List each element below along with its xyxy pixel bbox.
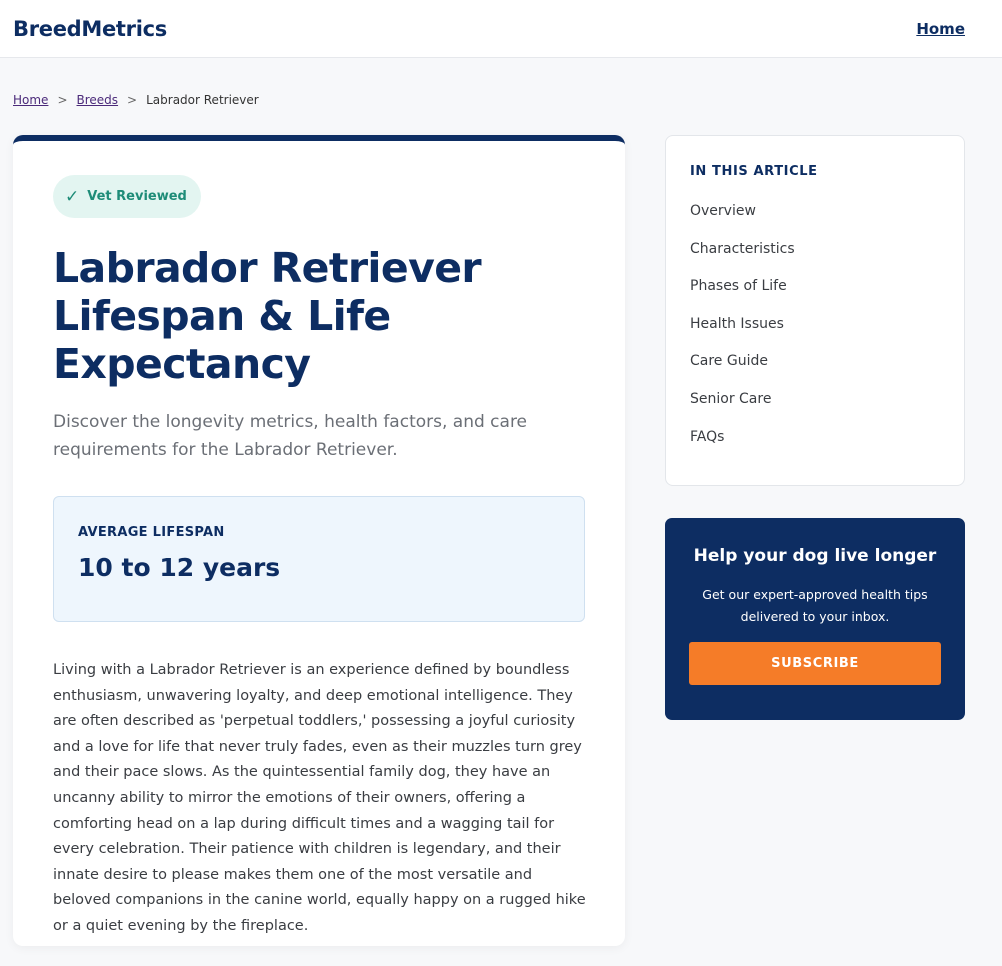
badge-label: Vet Reviewed	[87, 189, 187, 204]
toc-item-overview[interactable]: Overview	[690, 203, 756, 219]
toc-title: IN THIS ARTICLE	[690, 164, 818, 179]
toc-item-characteristics[interactable]: Characteristics	[690, 240, 795, 257]
article-card	[13, 135, 625, 946]
check-icon: ✓	[65, 186, 80, 207]
promo-title: Help your dog live longer	[693, 546, 937, 566]
nav-home-link[interactable]: Home	[916, 19, 965, 38]
vet-reviewed-badge	[53, 175, 201, 218]
toc-item-health-issues[interactable]: Health Issues	[690, 315, 784, 332]
breadcrumb-home-link[interactable]: Home	[13, 93, 49, 107]
promo-text: Get our expert-approved health tips delivered to your inbox.	[702, 587, 928, 624]
page-title: Labrador Retriever Lifespan & Life Expectancy	[53, 244, 482, 388]
site-header	[0, 0, 1002, 58]
breadcrumb-breeds-link[interactable]: Breeds	[76, 93, 119, 107]
page-subtitle: Discover the longevity metrics, health factors, and care requirements for the Labrador Retriever.	[53, 412, 528, 460]
lifespan-box	[53, 496, 585, 622]
table-of-contents	[665, 135, 965, 486]
lifespan-label: AVERAGE LIFESPAN	[78, 525, 225, 540]
breadcrumb	[13, 93, 259, 107]
toc-item-faqs[interactable]: FAQs	[690, 428, 725, 445]
breadcrumb-current: Labrador Retriever	[146, 93, 259, 107]
breadcrumb-separator: >	[57, 93, 68, 107]
article-body: Living with a Labrador Retriever is an experience defined by boundless enthusiasm, unwavering loyalty, and deep emotional intelligence. They are often described as 'perpetual toddlers,' possessing a joyful curiosity and a love for life that never truly fades, even as their muzzles turn grey and their pace slows. As the quintessential family dog, they have an uncanny ability to mirror the emotions of their owners, offering a comforting head on a lap during difficult times and a wagging tail for every celebration. Their patience with children is legendary, and their innate desire to please makes them one of the most versatile and beloved companions in the canine world, equally happy on a rugged hike or a quiet evening by the fireplace.	[53, 662, 586, 934]
breadcrumb-separator: >	[127, 93, 138, 107]
newsletter-promo	[665, 518, 965, 720]
toc-item-senior-care[interactable]: Senior Care	[690, 390, 772, 407]
subscribe-button[interactable]: SUBSCRIBE	[689, 642, 941, 685]
toc-item-phases-of-life[interactable]: Phases of Life	[690, 278, 787, 295]
toc-item-care-guide[interactable]: Care Guide	[690, 353, 768, 370]
site-logo[interactable]: BreedMetrics	[13, 16, 167, 41]
lifespan-value: 10 to 12 years	[78, 553, 281, 582]
